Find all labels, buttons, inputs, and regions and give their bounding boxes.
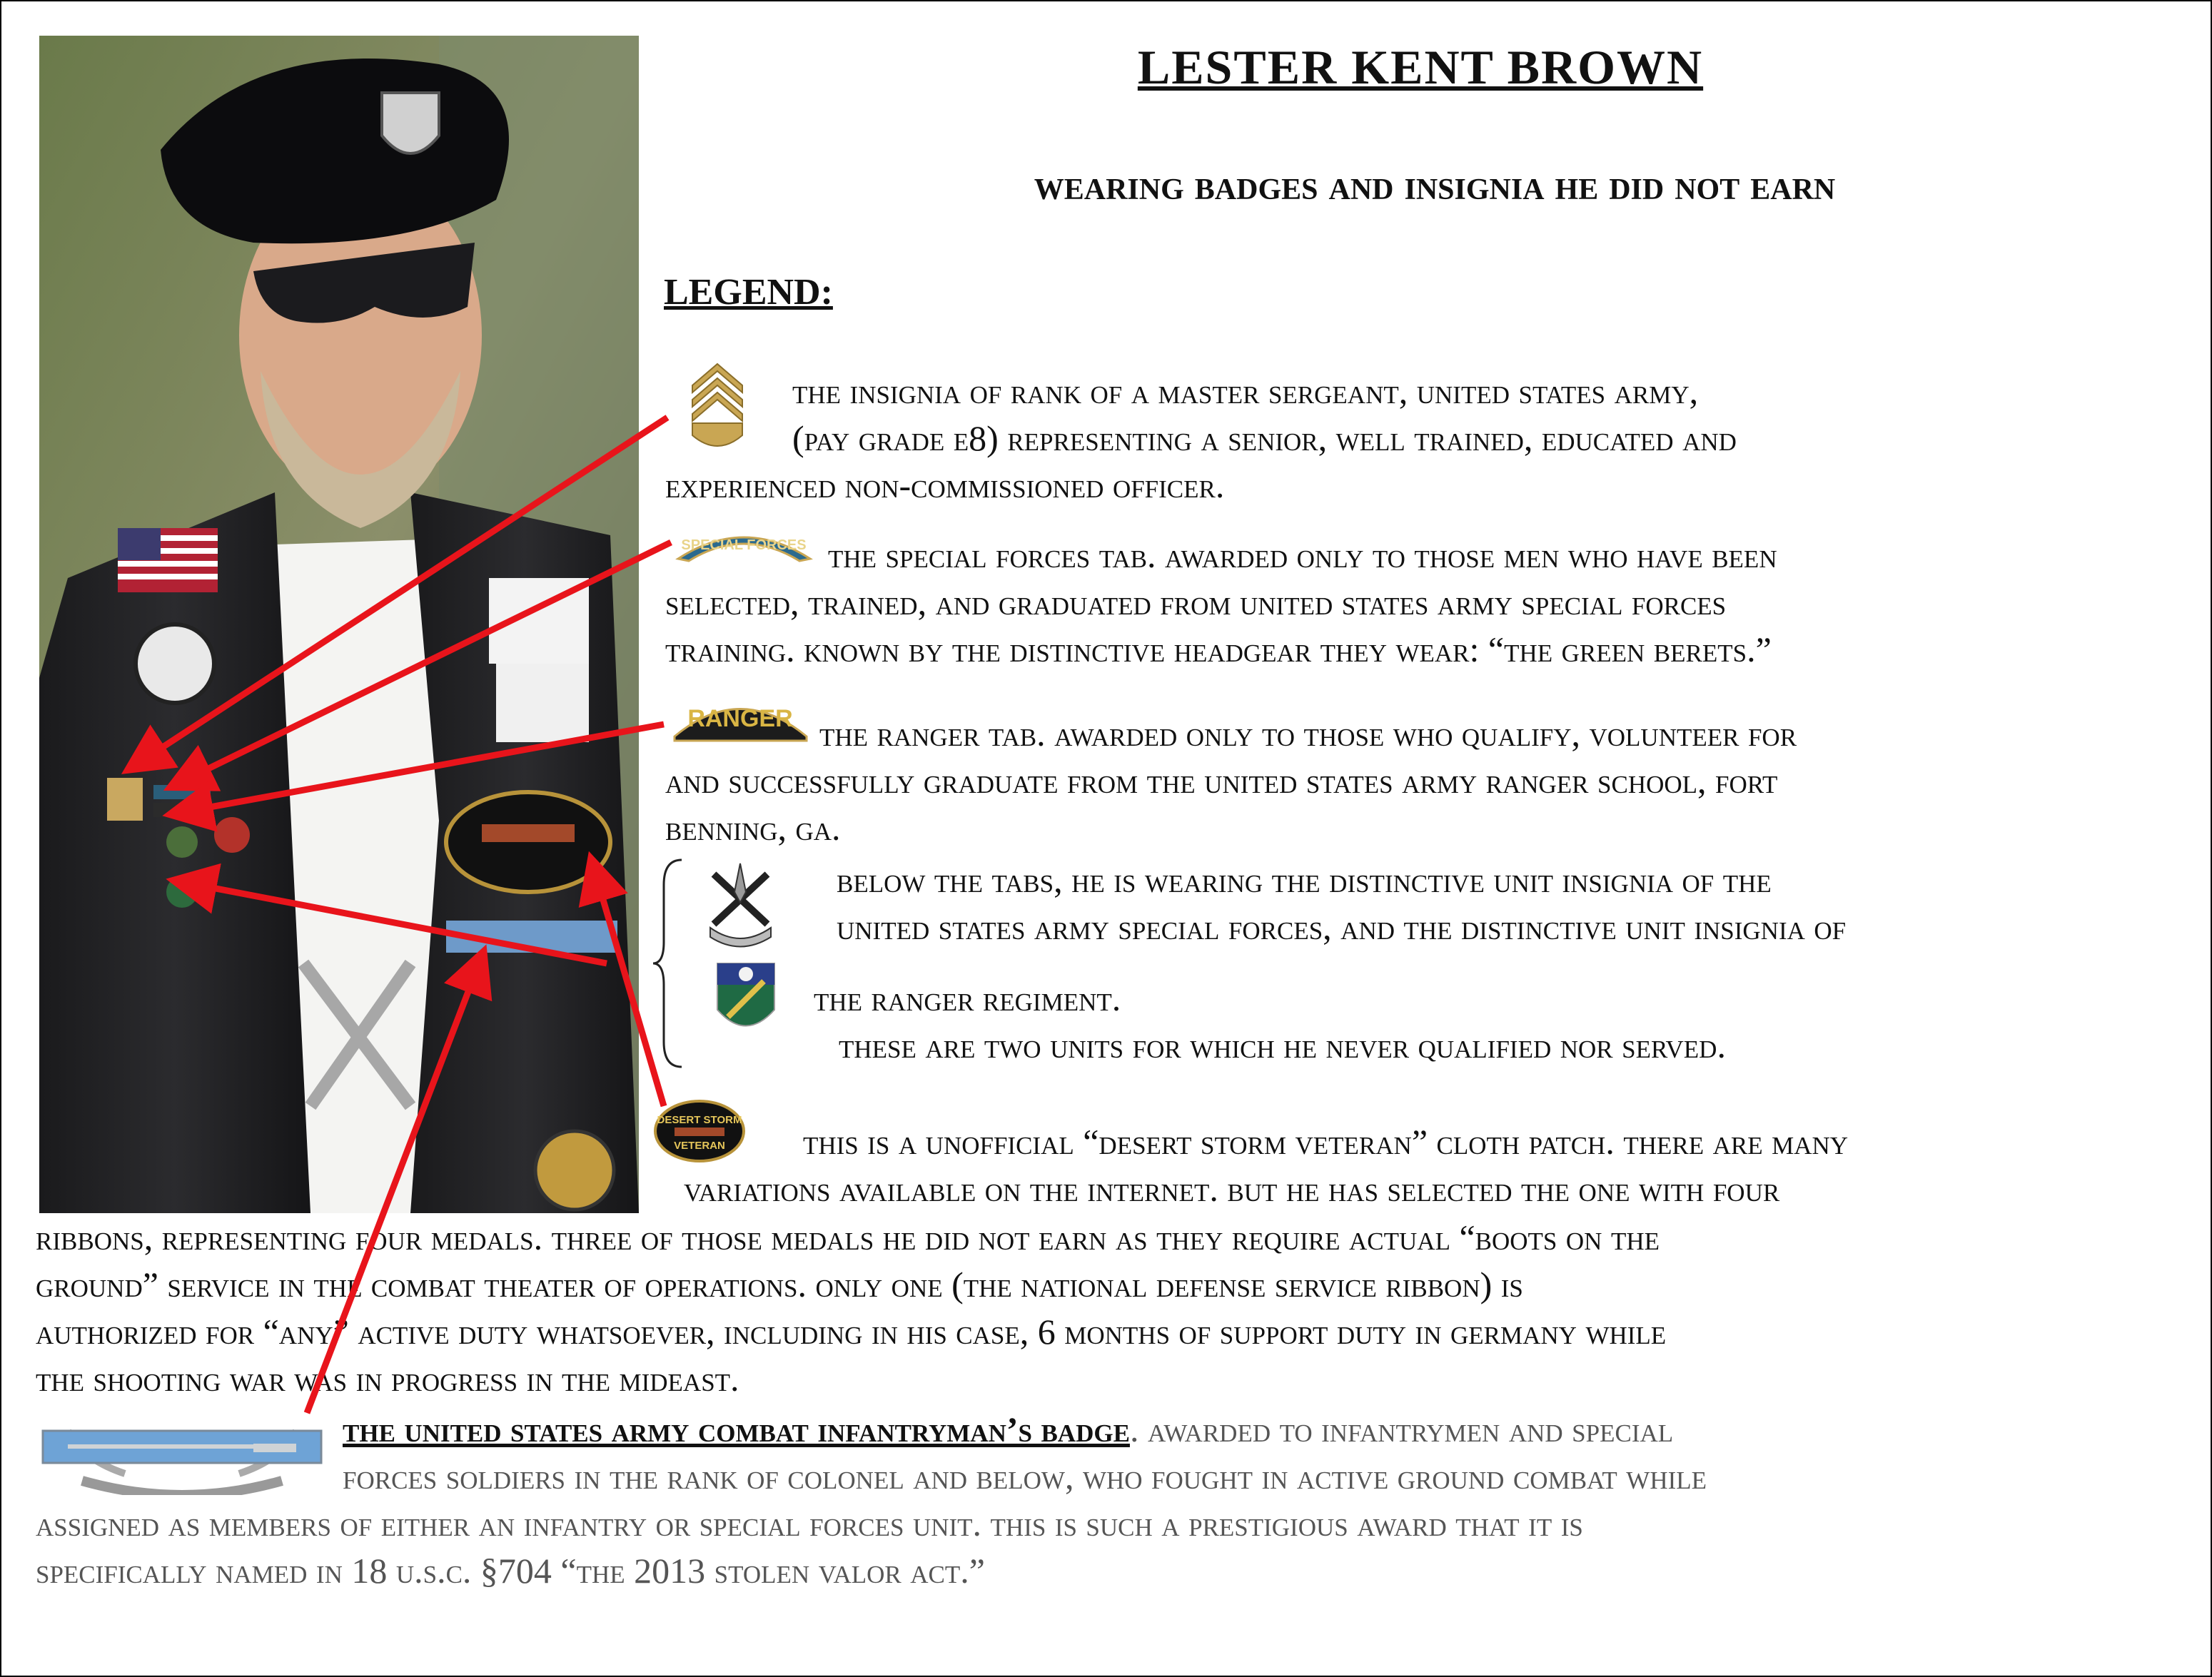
master-sergeant-line-2: (pay grade e8) representing a senior, well trained, educated and [792, 418, 1737, 458]
arrow-master-sergeant [132, 417, 667, 767]
unit-insignia-line-1: below the tabs, he is wearing the distinctive unit insignia of the [837, 860, 1772, 900]
cib-line-2: forces soldiers in the rank of colonel and below, who fought in active ground combat while [343, 1456, 1707, 1496]
ranger-line-2: and successfully graduate from the united states army ranger school, fort [665, 761, 1778, 801]
arrow-cib [307, 956, 482, 1413]
arrow-unit-insignia [178, 881, 607, 963]
desert-storm-line-3: ribbons, representing four medals. three of those medals he did not earn as they require actual “boots on the [36, 1217, 1660, 1257]
page-subtitle: wearing badges and insignia he did not earn [1034, 161, 1836, 208]
master-sergeant-line-1: the insignia of rank of a master sergeant, united states army, [792, 371, 1699, 411]
cib-line-1-rest: . awarded to infantrymen and special [1129, 1409, 1674, 1449]
arrow-desert-storm [592, 863, 664, 1106]
special-forces-line-1: the special forces tab. awarded only to those men who have been [828, 535, 1777, 575]
desert-storm-line-2: variations available on the internet. but he has selected the one with four [684, 1169, 1780, 1209]
svg-text:DESERT STORM: DESERT STORM [657, 1114, 742, 1126]
svg-text:SPECIAL FORCES: SPECIAL FORCES [681, 537, 807, 553]
cib-heading: the united states army combat infantryman’s badge [343, 1409, 1130, 1449]
cib-line-3: assigned as members of either an infantry or special forces unit. this is such a prestigious award that it is [36, 1504, 1583, 1544]
special-forces-line-2: selected, trained, and graduated from united states army special forces [665, 582, 1727, 622]
svg-text:RANGER: RANGER [687, 705, 793, 732]
unit-insignia-line-2: united states army special forces, and the distinctive unit insignia of [837, 907, 1847, 947]
special-forces-line-3: training. known by the distinctive headgear they wear: “the green berets.” [665, 629, 1772, 669]
page-title: LESTER KENT BROWN [1137, 40, 1704, 94]
ranger-line-3: benning, ga. [665, 808, 841, 848]
svg-text:VETERAN: VETERAN [674, 1140, 725, 1152]
desert-storm-line-4: ground” service in the combat theater of operations. only one (the national defense service ribbon) is [36, 1265, 1523, 1304]
desert-storm-line-6: the shooting war was in progress in the mideast. [36, 1359, 739, 1399]
arrow-ranger-tab [175, 724, 664, 814]
legend-heading: LEGEND: [664, 272, 833, 313]
cib-line-4: specifically named in 18 u.s.c. §704 “the 2013 stolen valor act.” [36, 1551, 985, 1591]
unit-insignia-line-3: the ranger regiment. [814, 978, 1121, 1018]
unit-insignia-line-4: these are two units for which he never qualified nor served. [839, 1025, 1726, 1065]
ranger-line-1: the ranger tab. awarded only to those who qualify, volunteer for [819, 714, 1797, 754]
master-sergeant-line-3: experienced non-commissioned officer. [665, 465, 1225, 505]
desert-storm-line-1: this is a unofficial “desert storm veteran” cloth patch. there are many [803, 1122, 1849, 1162]
desert-storm-line-5: authorized for “any” active duty whatsoever, including in his case, 6 months of support duty in germany while [36, 1312, 1667, 1352]
